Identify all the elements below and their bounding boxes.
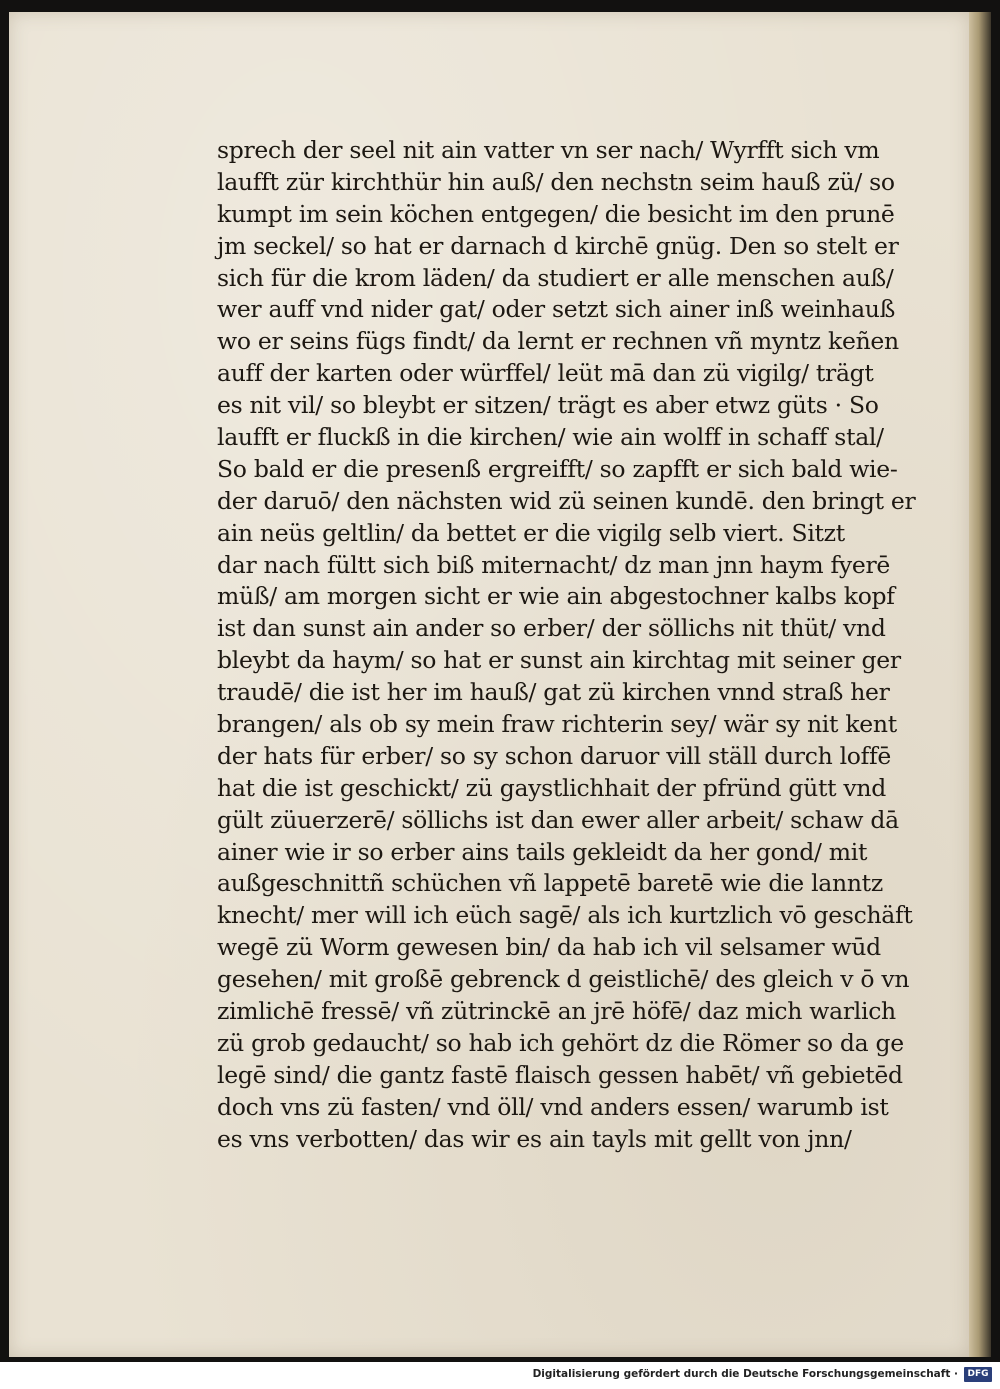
text-line-13: ain neüs geltlin/ da bettet er die vigilg selb viert. Sitzt	[217, 518, 845, 547]
page-text	[217, 135, 952, 1156]
text-line-4: jm seckel/ so hat er darnach d kirchē gnüg. Den so stelt er	[217, 231, 899, 260]
text-line-12: der daruō/ den nächsten wid zü seinen kundē. den bringt er	[217, 486, 916, 515]
text-line-25: knecht/ mer will ich eüch sagē/ als ich kurtzlich vō geschäft	[217, 901, 913, 930]
dfg-logo: DFG	[964, 1367, 992, 1382]
text-line-18: traudē/ die ist her im hauß/ gat zü kirchen vnnd straß her	[217, 678, 890, 707]
text-line-3: kumpt im sein köchen entgegen/ die besicht im den prunē	[217, 199, 895, 228]
text-line-21: hat die ist geschickt/ zü gaystlichhait der pfründ gütt vnd	[217, 773, 886, 802]
footer-bar	[0, 1362, 1000, 1389]
text-line-16: ist dan sunst ain ander so erber/ der söllichs nit thüt/ vnd	[217, 614, 886, 643]
text-line-8: auff der karten oder würffel/ leüt mā dan zü vigilg/ trägt	[217, 359, 874, 388]
text-line-7: wo er seins fügs findt/ da lernt er rechnen vñ myntz keñen	[217, 327, 899, 356]
text-line-14: dar nach fültt sich biß miternacht/ dz man jnn haym fyerē	[217, 550, 891, 579]
text-line-28: zimlichē fressē/ vñ zütrinckē an jrē höfē/ daz mich warlich	[217, 997, 896, 1026]
page-gutter	[969, 12, 991, 1357]
text-line-29: zü grob gedaucht/ so hab ich gehört dz die Römer so da ge	[217, 1028, 904, 1057]
text-line-2: laufft zür kirchthür hin auß/ den nechstn seim hauß zü/ so	[217, 167, 895, 196]
text-line-11: So bald er die presenß ergreifft/ so zapfft er sich bald wie-	[217, 454, 898, 483]
text-line-30: legē sind/ die gantz fastē flaisch gessen habēt/ vñ gebietēd	[217, 1060, 903, 1089]
text-line-19: brangen/ als ob sy mein fraw richterin sey/ wär sy nit kent	[217, 710, 897, 739]
text-line-20: der hats für erber/ so sy schon daruor vill ställ durch loffē	[217, 741, 892, 770]
text-line-17: bleybt da haym/ so hat er sunst ain kirchtag mit seiner ger	[217, 646, 901, 675]
text-line-26: wegē zü Worm gewesen bin/ da hab ich vil selsamer wūd	[217, 933, 881, 962]
funding-credit: Digitalisierung gefördert durch die Deutsche Forschungsgemeinschaft ·	[532, 1368, 958, 1380]
text-line-10: laufft er fluckß in die kirchen/ wie ain wolff in schaff stal/	[217, 423, 884, 452]
text-line-23: ainer wie ir so erber ains tails gekleidt da her gond/ mit	[217, 837, 868, 866]
text-line-31: doch vns zü fasten/ vnd öll/ vnd anders essen/ warumb ist	[217, 1092, 889, 1121]
text-line-32: es vns verbotten/ das wir es ain tayls mit gellt von jnn/	[217, 1124, 852, 1153]
text-line-22: gült züuerzerē/ söllichs ist dan ewer aller arbeit/ schaw dā	[217, 805, 899, 834]
text-line-27: gesehen/ mit großē gebrenck d geistlichē/ des gleich v ō vn	[217, 965, 910, 994]
text-line-15: müß/ am morgen sicht er wie ain abgestochner kalbs kopf	[217, 582, 895, 611]
book-page	[9, 12, 969, 1357]
text-line-24: außgeschnittñ schüchen vñ lappetē baretē wie die lanntz	[217, 869, 883, 898]
text-line-9: es nit vil/ so bleybt er sitzen/ trägt es aber etwz güts · So	[217, 391, 879, 420]
text-line-5: sich für die krom läden/ da studiert er alle menschen auß/	[217, 263, 894, 292]
text-line-6: wer auff vnd nider gat/ oder setzt sich ainer inß weinhauß	[217, 295, 896, 324]
text-line-1: sprech der seel nit ain vatter vn ser nach/ Wyrfft sich vm	[217, 136, 880, 164]
